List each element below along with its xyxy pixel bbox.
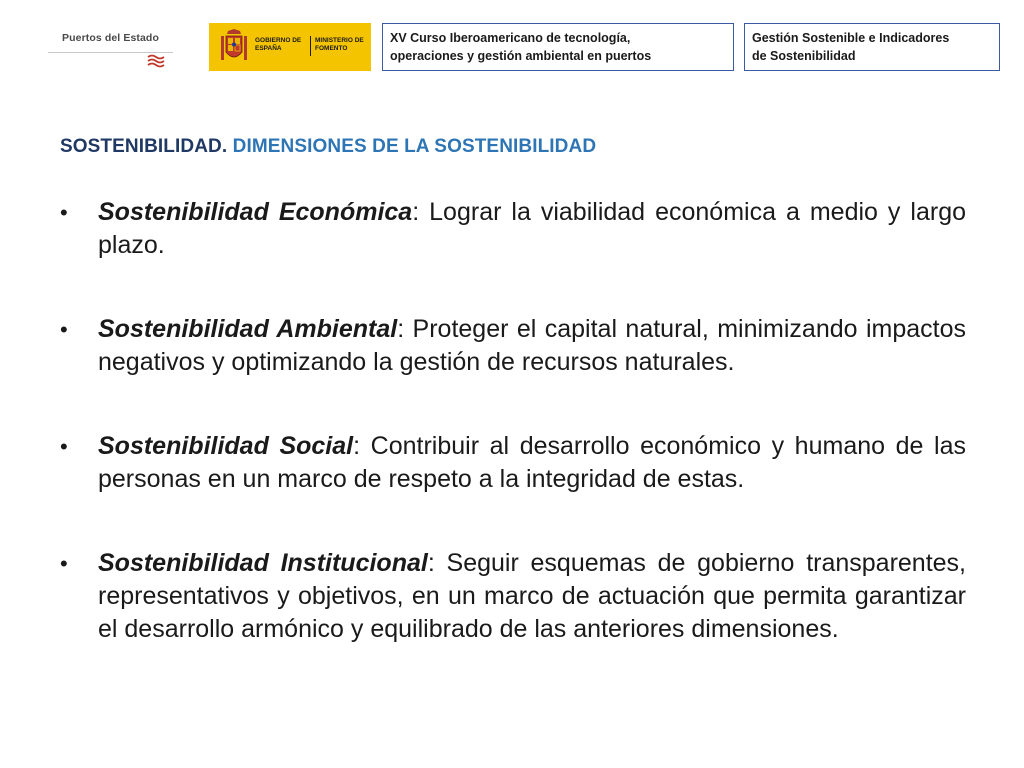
logo-underline (48, 52, 173, 53)
title-main: SOSTENIBILIDAD. (60, 136, 228, 157)
gov-text: GOBIERNO DE ESPAÑA (255, 37, 302, 52)
bullet-dot: • (60, 317, 68, 342)
puertos-del-estado-logo (48, 20, 173, 72)
page-title (60, 136, 596, 158)
bullet-dot: • (60, 551, 68, 576)
topic-title-box (744, 23, 1000, 71)
logo-left-text: Puertos del Estado (62, 32, 159, 44)
bullet-term: Sostenibilidad Económica (98, 198, 413, 226)
bullet-sep: : (353, 432, 361, 460)
topic-line-1: Gestión Sostenible e Indicadores (752, 31, 950, 45)
bullet-sep: : (397, 315, 405, 343)
topic-line-2: de Sostenibilidad (752, 49, 856, 63)
bullet-sep: : (412, 198, 420, 226)
bullet-term: Sostenibilidad Institucional (98, 549, 428, 577)
bullet-dot: • (60, 434, 68, 459)
bullet-text: Proteger el capital natural, minimizando impactos negativos y optimizando la gestión de recursos naturales. (98, 315, 966, 376)
coat-of-arms-icon (219, 28, 249, 66)
bullet-text: Lograr la viabilidad económica a medio y largo plazo. (98, 198, 967, 259)
course-title-box (382, 23, 734, 71)
bullet-sep: : (427, 549, 435, 577)
list-item (60, 313, 966, 379)
bullet-term: Sostenibilidad Ambiental (98, 315, 398, 343)
course-line-2: operaciones y gestión ambiental en puertos (390, 49, 652, 63)
list-item (60, 430, 966, 496)
course-line-1: XV Curso Iberoamericano de tecnología, (390, 31, 631, 45)
title-sub: DIMENSIONES DE LA SOSTENIBILIDAD (232, 136, 597, 157)
logo-divider (310, 36, 311, 56)
gobierno-espana-logo (209, 23, 371, 71)
ministry-text: MINISTERIO DE FOMENTO (315, 37, 364, 52)
bullet-term: Sostenibilidad Social (98, 432, 354, 460)
bullet-text: Contribuir al desarrollo económico y humano de las personas en un marco de respeto a la integridad de estas. (98, 432, 966, 493)
bullet-text: Seguir esquemas de gobierno transparentes, representativos y objetivos, en un marco de actuación que permita garantizar el desarrollo armónico y equilibrado de las anteriores dimensiones. (98, 549, 967, 643)
wave-logo-icon (146, 54, 168, 68)
bullet-list (60, 196, 966, 646)
list-item (60, 547, 966, 646)
list-item (60, 196, 966, 262)
bullet-dot: • (60, 200, 68, 225)
